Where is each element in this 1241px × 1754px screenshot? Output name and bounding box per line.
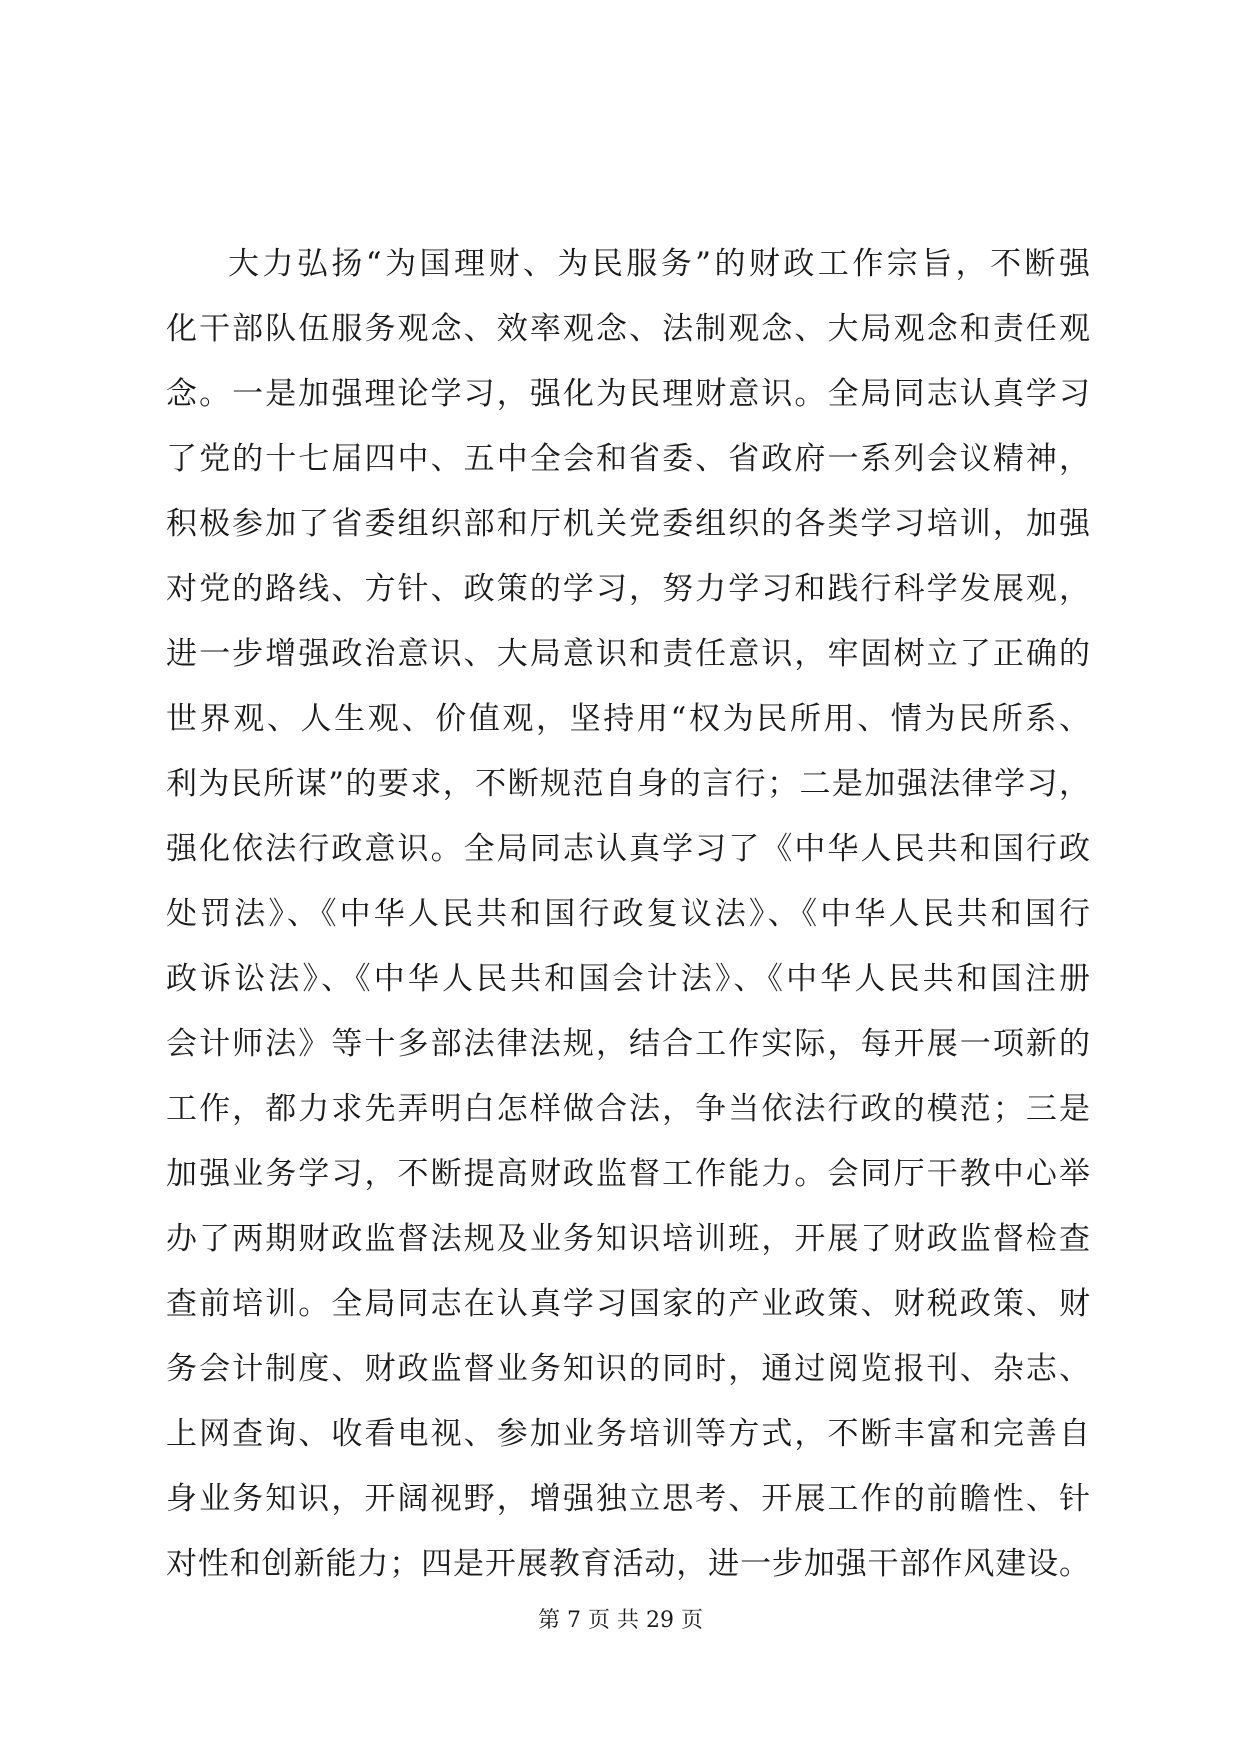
paragraph-line: 对性和创新能力；四是开展教育活动，进一步加强干部作风建设。 (166, 1546, 1090, 1582)
paragraph-line: 政诉讼法》、《中华人民共和国会计法》、《中华人民共和国注册 (166, 961, 1090, 997)
paragraph-line: 处罚法》、《中华人民共和国行政复议法》、《中华人民共和国行 (166, 896, 1090, 932)
paragraph-line: 强化依法行政意识。全局同志认真学习了《中华人民共和国行政 (166, 831, 1090, 867)
paragraph-line: 工作，都力求先弄明白怎样做合法，争当依法行政的模范；三是 (166, 1091, 1090, 1127)
paragraph-line: 加强业务学习，不断提高财政监督工作能力。会同厅干教中心举 (166, 1156, 1090, 1192)
paragraph-line: 办了两期财政监督法规及业务知识培训班，开展了财政监督检查 (166, 1221, 1090, 1257)
paragraph-line: 对党的路线、方针、政策的学习，努力学习和践行科学发展观， (166, 571, 1090, 607)
paragraph-line: 务会计制度、财政监督业务知识的同时，通过阅览报刊、杂志、 (166, 1351, 1090, 1387)
body-paragraph (166, 232, 1090, 1597)
paragraph-line: 化干部队伍服务观念、效率观念、法制观念、大局观念和责任观 (166, 311, 1090, 347)
page-number-footer: 第 7 页 共 29 页 (538, 1608, 703, 1633)
paragraph-line: 了党的十七届四中、五中全会和省委、省政府一系列会议精神， (166, 441, 1090, 477)
paragraph-line: 查前培训。全局同志在认真学习国家的产业政策、财税政策、财 (166, 1286, 1090, 1322)
paragraph-line: 利为民所谋”的要求，不断规范自身的言行；二是加强法律学习， (166, 766, 1090, 802)
paragraph-line: 大力弘扬“为国理财、为民服务”的财政工作宗旨，不断强 (228, 246, 1090, 282)
paragraph-line: 念。一是加强理论学习，强化为民理财意识。全局同志认真学习 (166, 376, 1090, 412)
paragraph-line: 上网查询、收看电视、参加业务培训等方式，不断丰富和完善自 (166, 1416, 1090, 1452)
paragraph-line: 身业务知识，开阔视野，增强独立思考、开展工作的前瞻性、针 (166, 1481, 1090, 1517)
paragraph-line: 会计师法》等十多部法律法规，结合工作实际，每开展一项新的 (166, 1026, 1090, 1062)
paragraph-line: 世界观、人生观、价值观，坚持用“权为民所用、情为民所系、 (166, 701, 1090, 737)
paragraph-line: 积极参加了省委组织部和厅机关党委组织的各类学习培训，加强 (166, 506, 1090, 542)
paragraph-line: 进一步增强政治意识、大局意识和责任意识，牢固树立了正确的 (166, 636, 1090, 672)
